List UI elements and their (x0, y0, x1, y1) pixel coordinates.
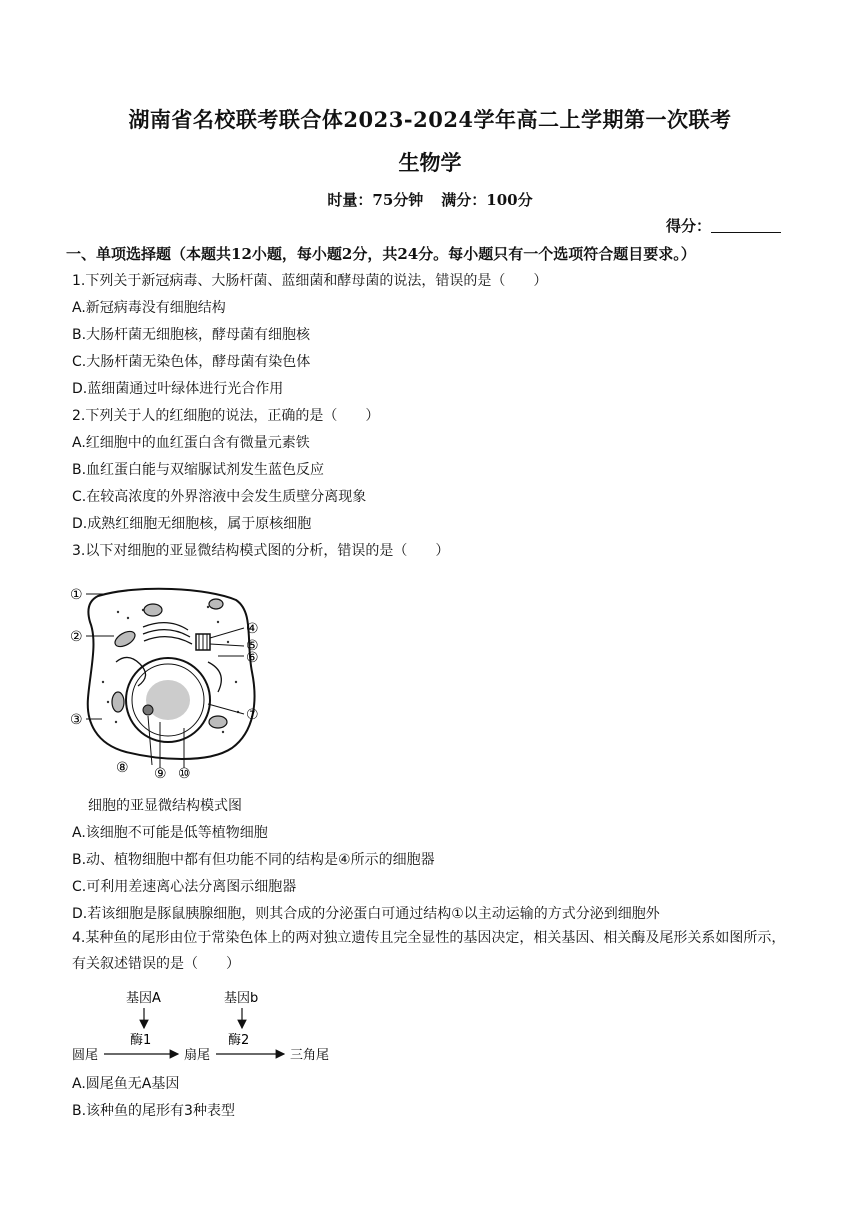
question-2-option-b: B.血红蛋白能与双缩脲试剂发生蓝色反应 (72, 462, 325, 478)
figure-label-7: ⑦ (246, 707, 259, 723)
figure-label-3: ③ (70, 712, 83, 728)
question-1-option-d: D.蓝细菌通过叶绿体进行光合作用 (72, 381, 284, 397)
tail-pathway-figure (72, 986, 342, 1062)
cell-structure-figure (68, 582, 268, 782)
section-heading: 一、单项选择题（本题共12小题，每小题2分，共24分。每小题只有一个选项符合题目要求。） (66, 245, 696, 263)
question-3-option-d: D.若该细胞是豚鼠胰腺细胞，则其合成的分泌蛋白可通过结构①以主动运输的方式分泌到细胞外 (72, 906, 660, 922)
figure-label-9: ⑨ (154, 766, 167, 782)
question-1-option-b: B.大肠杆菌无细胞核，酵母菌有细胞核 (72, 327, 311, 343)
score-field (666, 215, 781, 236)
round-tail-label: 圆尾 (72, 1048, 99, 1062)
question-3-option-a: A.该细胞不可能是低等植物细胞 (72, 825, 268, 841)
figure-caption: 细胞的亚显微结构模式图 (88, 798, 242, 814)
figure-label-4: ④ (246, 621, 259, 637)
figure-label-5: ⑤ (246, 638, 259, 654)
question-3-option-c: C.可利用差速离心法分离图示细胞器 (72, 879, 297, 895)
triangle-tail-label: 三角尾 (290, 1048, 330, 1062)
question-4-option-b: B.该种鱼的尾形有3种表型 (72, 1103, 235, 1119)
gene-a-label: 基因A (126, 991, 161, 1006)
figure-label-10: ⑩ (178, 766, 191, 782)
figure-label-2: ② (70, 629, 83, 645)
enzyme-1-label: 酶1 (130, 1033, 152, 1048)
question-2-option-c: C.在较高浓度的外界溶液中会发生质壁分离现象 (72, 489, 367, 505)
question-1-option-a: A.新冠病毒没有细胞结构 (72, 300, 226, 316)
figure-label-8: ⑧ (116, 760, 129, 776)
enzyme-2-label: 酶2 (228, 1033, 250, 1048)
fan-tail-label: 扇尾 (184, 1048, 211, 1062)
question-3-option-b: B.动、植物细胞中都有但功能不同的结构是④所示的细胞器 (72, 852, 435, 868)
score-label: 得分： (666, 217, 712, 235)
gene-b-label: 基因b (224, 991, 259, 1006)
figure-label-1: ① (70, 587, 83, 603)
question-2-option-d: D.成熟红细胞无细胞核，属于原核细胞 (72, 516, 312, 532)
question-3-stem: 3.以下对细胞的亚显微结构模式图的分析，错误的是（ ） (72, 543, 450, 559)
score-blank[interactable] (711, 218, 781, 233)
question-1-option-c: C.大肠杆菌无染色体，酵母菌有染色体 (72, 354, 311, 370)
question-4-stem: 4.某种鱼的尾形由位于常染色体上的两对独立遗传且完全显性的基因决定，相关基因、相关酶及尾形关系如图所示，有关叙述错误的是（ ） (72, 930, 786, 972)
question-1-stem: 1.下列关于新冠病毒、大肠杆菌、蓝细菌和酵母菌的说法，错误的是（ ） (72, 273, 548, 289)
figure-label-6: ⑥ (246, 650, 259, 666)
question-2-option-a: A.红细胞中的血红蛋白含有微量元素铁 (72, 435, 310, 451)
exam-time-score (0, 189, 860, 210)
exam-subject: 生物学 (398, 150, 462, 175)
question-4-option-a: A.圆尾鱼无A基因 (72, 1076, 180, 1092)
question-2-stem: 2.下列关于人的红细胞的说法，正确的是（ ） (72, 408, 380, 424)
exam-time: 时量：75分钟 (327, 191, 424, 209)
exam-title: 湖南省名校联考联合体2023-2024学年高二上学期第一次联考 (128, 107, 732, 132)
exam-full-score: 满分：100分 (441, 191, 533, 209)
